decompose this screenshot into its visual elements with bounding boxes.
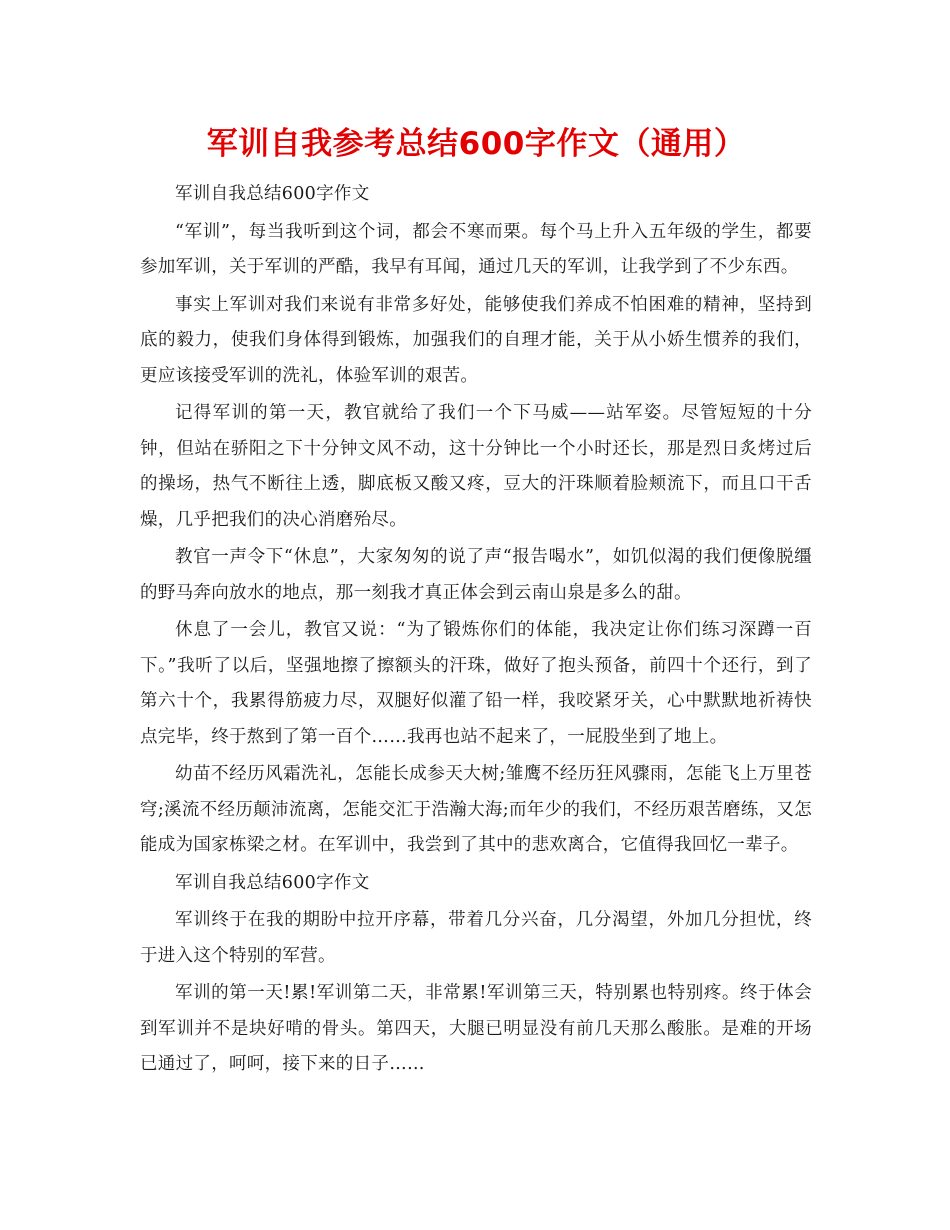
body-paragraph: 幼苗不经历风霜洗礼，怎能长成参天大树;雏鹰不经历狂风骤雨，怎能飞上万里苍穹;溪流不经历颠沛流离，怎能交汇于浩瀚大海;而年少的我们，不经历艰苦磨练，又怎能成为国家栋梁之材。在军训中，我尝到了其中的悲欢离合，它值得我回忆一辈子。	[140, 764, 812, 855]
body-paragraph: “军训”，每当我听到这个词，都会不寒而栗。每个马上升入五年级的学生，都要参加军训，关于军训的严酷，我早有耳闻，通过几天的军训，让我学到了不少东西。	[140, 221, 812, 277]
section-heading: 军训自我总结600字作文	[175, 184, 370, 204]
body-paragraph: 记得军训的第一天，教官就给了我们一个下马威——站军姿。尽管短短的十分钟，但站在骄阳之下十分钟文风不动，这十分钟比一个小时还长，那是烈日炙烤过后的操场，热气不断往上透，脚底板又酸又疼，豆大的汗珠顺着脸颊流下，而且口干舌燥，几乎把我们的决心消磨殆尽。	[140, 403, 812, 530]
section-heading: 军训自我总结600字作文	[175, 872, 370, 893]
body-paragraph: 军训的第一天!累!军训第二天，非常累!军训第三天，特别累也特别疼。终于体会到军训并不是块好啃的骨头。第四天，大腿已明显没有前几天那么酸胀。是难的开场已通过了，呵呵，接下来的日子……	[140, 983, 812, 1074]
document-title: 军训自我参考总结600字作文（通用）	[206, 126, 746, 162]
body-paragraph: 军训终于在我的期盼中拉开序幕，带着几分兴奋，几分渴望，外加几分担忧，终于进入这个特别的军营。	[140, 910, 812, 966]
body-paragraph: 事实上军训对我们来说有非常多好处，能够使我们养成不怕困难的精神，坚持到底的毅力，使我们身体得到锻炼，加强我们的自理才能，关于从小娇生惯养的我们，更应该接受军训的洗礼，体验军训的艰苦。	[140, 294, 812, 386]
body-paragraph: 教官一声令下“休息”，大家匆匆的说了声“报告喝水”，如饥似渴的我们便像脱缰的野马奔向放水的地点，那一刻我才真正体会到云南山泉是多么的甜。	[140, 547, 812, 603]
document-page	[140, 118, 812, 1085]
body-paragraph: 休息了一会儿，教官又说：“为了锻炼你们的体能，我决定让你们练习深蹲一百下。”我听了以后，坚强地擦了擦额头的汗珠，做好了抱头预备，前四十个还行，到了第六十个，我累得筋疲力尽，双腿好似灌了铅一样，我咬紧牙关，心中默默地祈祷快点完毕，终于熬到了第一百个……我再也站不起来了，一屁股坐到了地上。	[140, 620, 812, 747]
